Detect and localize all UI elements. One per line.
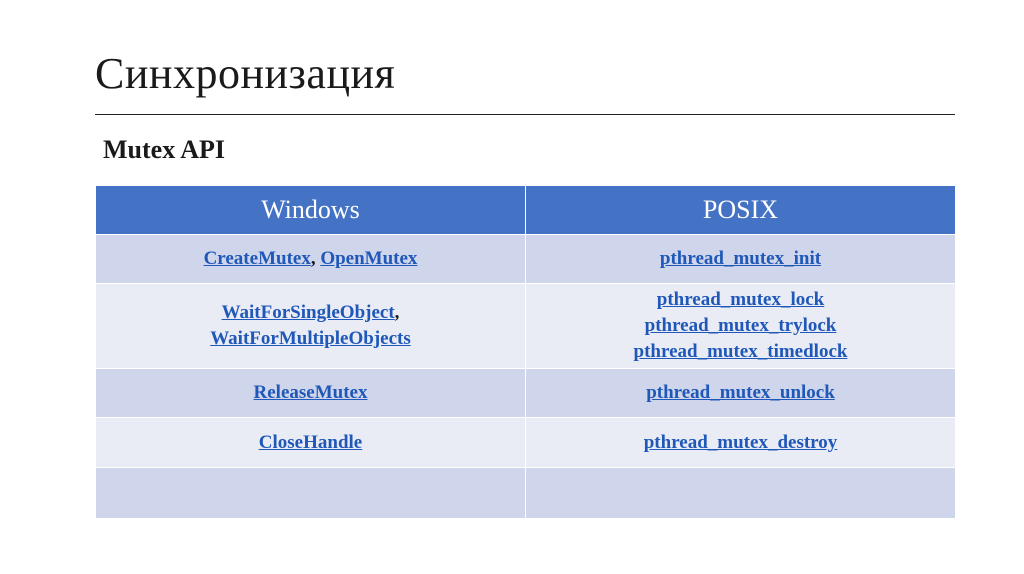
table-row-empty (96, 468, 956, 519)
comma-separator: , (310, 248, 316, 269)
table-header-row (96, 186, 956, 235)
header-windows: Windows (96, 186, 526, 235)
link-pthread-mutex-unlock[interactable]: pthread_mutex_unlock (646, 382, 835, 403)
link-waitforsingleobject[interactable]: WaitForSingleObject (221, 302, 395, 323)
windows-cell-empty (96, 468, 526, 519)
windows-cell (96, 235, 526, 284)
link-pthread-mutex-timedlock[interactable]: pthread_mutex_timedlock (633, 341, 848, 362)
table-row (96, 418, 956, 468)
link-releasemutex[interactable]: ReleaseMutex (253, 382, 368, 403)
windows-cell (96, 369, 526, 418)
link-pthread-mutex-destroy[interactable]: pthread_mutex_destroy (643, 431, 838, 453)
posix-cell (526, 284, 956, 369)
link-closehandle[interactable]: CloseHandle (258, 431, 363, 453)
posix-cell (526, 235, 956, 284)
link-createmutex[interactable]: CreateMutex (203, 248, 311, 269)
table-row (96, 235, 956, 284)
title-divider (95, 114, 955, 115)
link-waitformultipleobjects[interactable]: WaitForMultipleObjects (210, 328, 411, 349)
table-row (96, 284, 956, 369)
link-openmutex[interactable]: OpenMutex (320, 248, 418, 269)
windows-cell (96, 284, 526, 369)
table-row (96, 369, 956, 418)
slide-title: Синхронизация (95, 49, 396, 98)
mutex-api-table (95, 185, 956, 519)
posix-cell (526, 418, 956, 468)
posix-cell (526, 369, 956, 418)
header-posix: POSIX (526, 186, 956, 235)
windows-cell (96, 418, 526, 468)
comma-separator: , (394, 302, 400, 323)
slide-subtitle: Mutex API (103, 135, 226, 164)
link-pthread-mutex-init[interactable]: pthread_mutex_init (659, 248, 822, 269)
link-pthread-mutex-lock[interactable]: pthread_mutex_lock (656, 289, 825, 310)
link-pthread-mutex-trylock[interactable]: pthread_mutex_trylock (644, 315, 837, 336)
posix-cell-empty (526, 468, 956, 519)
